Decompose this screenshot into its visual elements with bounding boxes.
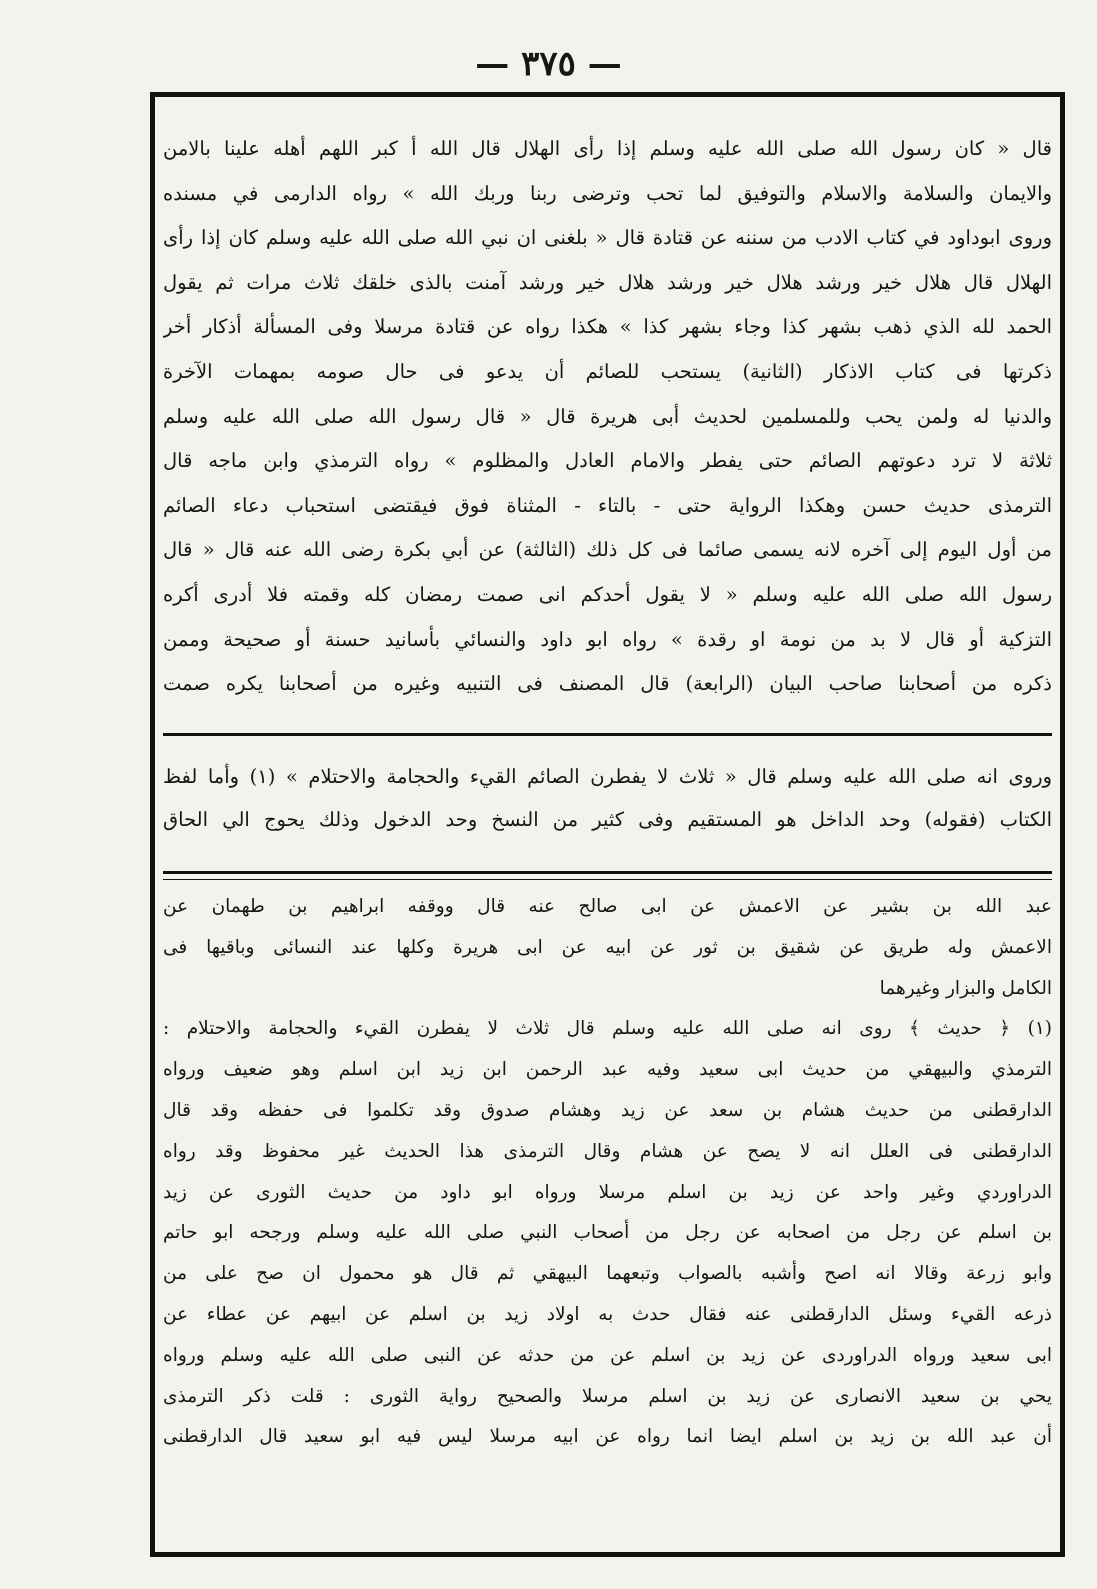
main-text-line: التزكية أو قال لا بد من نومة او رقدة » رواه ابو داود والنسائي بأسانيد حسنة أو صحيحة وممن (163, 627, 1052, 651)
footnote-line: الاعمش وله طريق عن شقيق بن ثور عن ابيه عن ابى هريرة وكلها عند النسائى وباقيها فى (163, 936, 1052, 958)
main-text-line: الترمذى حديث حسن وهكذا الرواية حتى - بالتاء - المثناة فوق فيقتضى استحباب دعاء الصائم (163, 493, 1052, 517)
main-text-line: ذكره من أصحابنا صاحب البيان (الرابعة) قال المصنف فى التنبيه وغيره من أصحابنا يكره صمت (163, 672, 1052, 696)
footnote-line: بن اسلم عن رجل من اصحابه عن رجل من أصحاب النبي صلى الله عليه وسلم ورجحه ابو حاتم (163, 1222, 1052, 1244)
commentary-block (163, 755, 1052, 841)
main-text-line: ثلاثة لا ترد دعوتهم الصائم حتى يفطر والامام العادل والمظلوم » رواه الترمذي وابن ماجه قال (163, 449, 1052, 473)
footnote-divider-thin (163, 879, 1052, 880)
footnote-line: (١) ﴿ حديث ﴾ روى انه صلى الله عليه وسلم قال ثلاث لا يفطرن القيء والحجامة والاحتلام : (163, 1018, 1052, 1040)
main-text-line: والدنيا له ولمن يحب وللمسلمين لحديث أبى هريرة قال « قال رسول الله صلى الله عليه وسلم (163, 404, 1052, 428)
commentary-line: الكتاب (فقوله) وحد الداخل هو المستقيم وفى كثير من النسخ وحد الدخول وذلك يحوج الي الحاق (163, 808, 1052, 831)
footnote-block (163, 887, 1052, 1458)
page-frame (150, 92, 1065, 1557)
commentary-line: وروى انه صلى الله عليه وسلم قال « ثلاث لا يفطرن الصائم القيء والحجامة والاحتلام » (١) وأما لفظ (163, 765, 1052, 788)
footnote-divider (163, 871, 1052, 874)
footnote-line: عبد الله بن بشير عن الاعمش عن ابى صالح عنه قال ووقفه ابراهيم بن طهمان عن (163, 896, 1052, 917)
main-text-line: الهلال قال هلال خير ورشد هلال خير ورشد هلال خير ورشد آمنت بالذى خلقك ثلاث مرات ثم يقول (163, 270, 1052, 294)
main-text-line: من أول اليوم إلى آخره لانه يسمى صائما فى كل ذلك (الثالثة) عن أبي بكرة رضى الله عنه قال « قال (163, 538, 1052, 562)
footnote-line: أن عبد الله بن زيد بن اسلم ايضا انما رواه عن ابيه مرسلا ليس فيه ابو سعيد قال الدارقطنى (163, 1426, 1052, 1448)
footnote-line: ذرعه القيء وسئل الدارقطنى عنه فقال حدث به اولاد زيد بن اسلم عن ابيهم عن عطاء عن (163, 1303, 1052, 1325)
page-content (163, 101, 1052, 1548)
footnote-line: يحي بن سعيد الانصارى عن زيد بن اسلم مرسلا والصحيح رواية الثورى : قلت ذكر الترمذى (163, 1385, 1052, 1407)
footnote-line: الكامل والبزار وغيرهما (879, 977, 1052, 999)
footnote-line: الدارقطنى فى العلل انه لا يصح عن هشام وقال الترمذى هذا الحديث غير محفوظ وقد رواه (163, 1140, 1052, 1162)
main-text-line: رسول الله صلى الله عليه وسلم « لا يقول أحدكم انى صمت رمضان كله وقمته فلا أدرى أكره (163, 582, 1052, 606)
section-divider (163, 733, 1052, 736)
main-text-line: قال « كان رسول الله صلى الله عليه وسلم إذا رأى الهلال قال الله أ كبر اللهم أهله علينا بالامن (163, 137, 1052, 160)
main-text-line: الحمد لله الذي ذهب بشهر كذا وجاء بشهر كذا » هكذا رواه عن قتادة مرسلا وفى المسألة أذكار أخر (163, 315, 1052, 339)
footnote-line: وابو زرعة وقالا انه اصح وأشبه بالصواب وتبعهما البيهقي ثم قال هو محمول ان صح على من (163, 1263, 1052, 1285)
footnote-line: الترمذي والبيهقي من حديث ابى سعيد وفيه عبد الرحمن ابن زيد ابن اسلم وهو ضعيف ورواه (163, 1059, 1052, 1081)
page-number: — ٣٧٥ — (475, 44, 622, 84)
main-text-line: وروى ابوداود في كتاب الادب من سننه عن قتادة قال « بلغنى ان نبي الله صلى الله عليه وسلم كان إذا رأى (163, 226, 1052, 250)
main-text-line: ذكرتها فى كتاب الاذكار (الثانية) يستحب للصائم أن يدعو فى حال صومه بمهمات الآخرة (163, 359, 1052, 383)
main-text-block (163, 127, 1052, 707)
footnote-line: ابى سعيد ورواه الدراوردى عن زيد بن اسلم عن من حدثه عن النبى صلى الله عليه وسلم ورواه (163, 1344, 1052, 1366)
footnote-line: الدارقطنى من حديث هشام بن سعد عن زيد وهشام صدوق وقد تكلموا فى حفظه وقد قال (163, 1099, 1052, 1121)
footnote-line: الدراوردي وغير واحد عن زيد بن اسلم مرسلا ورواه ابو داود من حديث الثورى عن زيد (163, 1181, 1052, 1203)
main-text-line: والايمان والسلامة والاسلام والتوفيق لما تحب وترضى ربنا وربك الله » رواه الدارمى في مسنده (163, 181, 1052, 205)
